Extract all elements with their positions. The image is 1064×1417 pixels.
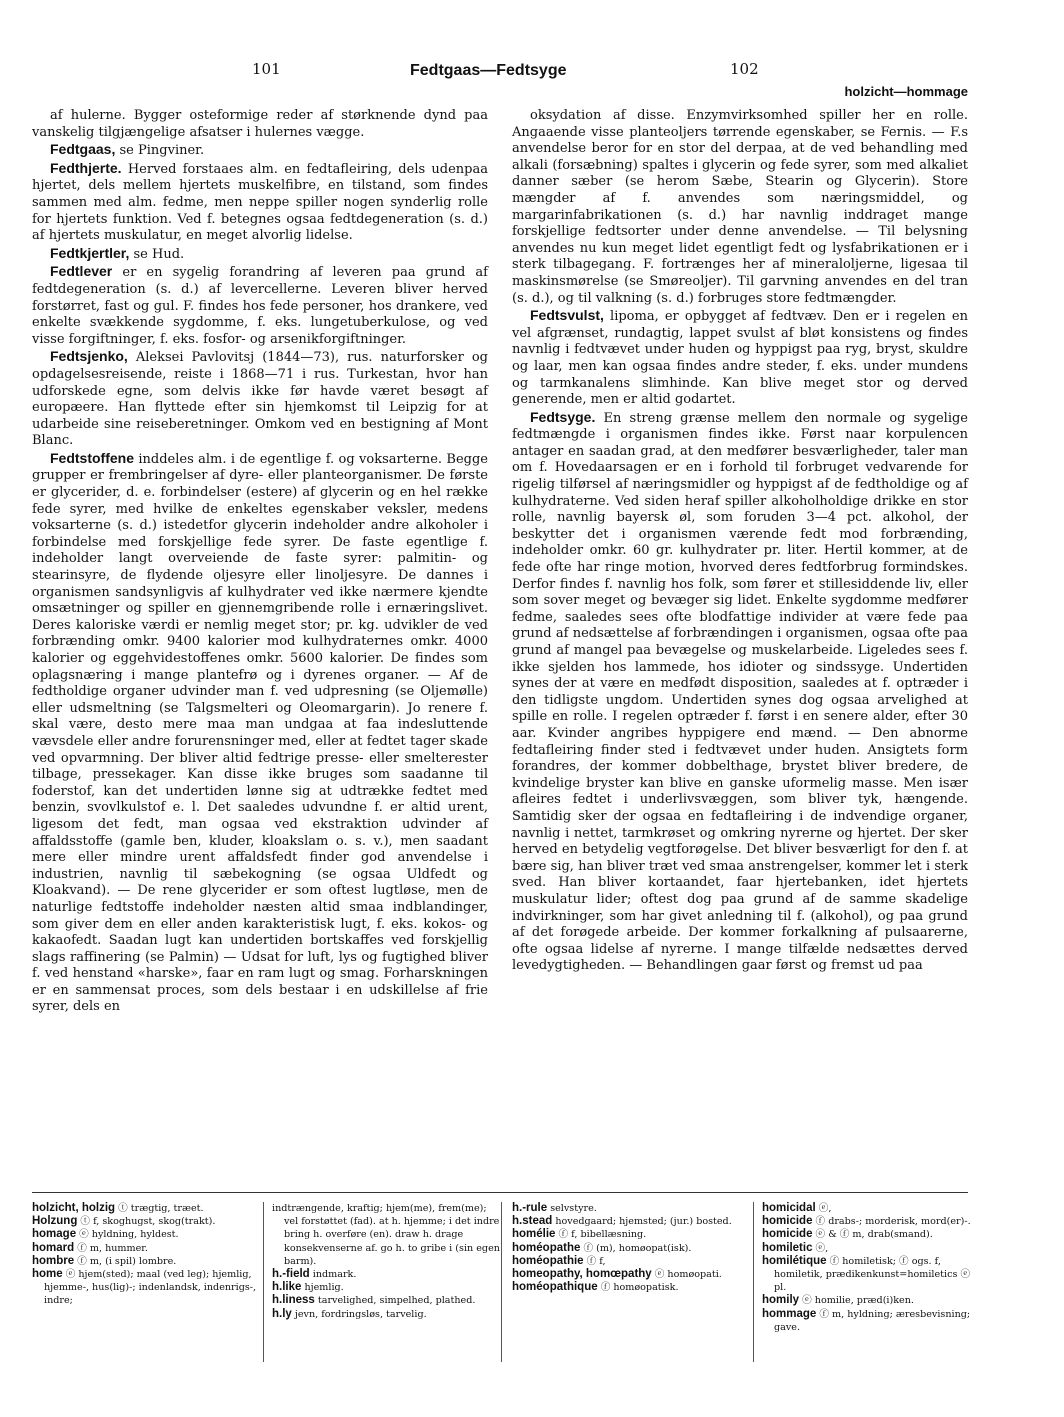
headword: h.liness [272,1294,315,1307]
entry-text: Aleksei Pavlovitsj (1844—73), rus. naturforsker og opdagelsesreisende, reiste i 1868—71 i rus. Turkestan, hvor han udforskede egne, som delvis ikke før havde været besøgt af europæere. Han flyttede efter sin hjemkomst til Leipzig for at udarbeide sine reiseberetninger. Omkom ved en bestigning af Mont Blanc. [32,350,489,449]
entry-text: se Hud. [133,246,185,262]
entry-text: af hulerne. Bygger osteformige reder af størknende dynd paa vanskelig tilgjængelige afsatser i hulernes vægge. [32,108,488,140]
glossary-entry [272,1268,500,1281]
headword: homilétique [762,1254,827,1267]
headword: homélie [512,1228,556,1241]
glossary-entry [272,1308,500,1321]
headword: homicidal [762,1202,816,1214]
headword: hommage [762,1307,817,1320]
entry-text: ⓕ m, (i spil) lombre. [77,1255,177,1267]
dictionary-entry [512,108,968,307]
headword: Fedtstoffene [50,449,134,466]
entry-text: ⓕ homiletisk; ⓕ ogs. f, homiletik, prædikenkunst=homiletics ⓔ pl. [774,1255,971,1294]
glossary-entry [32,1215,260,1228]
footnote-column [272,1202,500,1321]
glossary-entry [32,1242,260,1255]
entry-text: oksydation af disse. Enzymvirksomhed spiller her en rolle. Angaaende visse planteoljers tørrende egenskaber, se Fernis. — F.s anvendelse beror for en stor del derpaa, at de ved behandling med alkali (forsæbning) spaltes i glycerin og fede syrer, som med alkaliet danner sæber (se herom Sæbe, Stearin og Glycerin). Store mængder af f. anvendes som næringsmiddel, og margarinfabrikationen (s. d.) har navnlig inddraget mange forskjellige fedtsorter under denne anvendelse. — Til belysning anvendes nu kun meget lidet egentligt fedt og lysfabrikationen er i sterk tilbagegang. F. fortrænges her af mineraloljerne, ligesaa til maskinsmørelse (se Smøreoljer). Til garvning anvendes en del tran (s. d.), og til valkning (s. d.) forbruges store fedtmængder. [512,108,968,306]
entry-text: Herved forstaaes alm. en fedtafleiring, dels udenpaa hjertet, dels mellem hjertets muskelfibre, en tilstand, som findes sammen med alm. fedme, men neppe spiller nogen synderlig rolle for hjertets funktion. Ved f. betegnes ogsaa fedtdegeneration (s. d.) af hjertets muskulatur, en meget alvorlig lidelse. [32,161,488,244]
headword: homéopathie [512,1254,584,1267]
entry-text: ⓔ & ⓕ m, drab(smand). [815,1229,933,1241]
glossary-entry [762,1294,974,1307]
footnote-column [762,1202,974,1334]
entry-text: indmark. [312,1269,357,1281]
dictionary-entry [32,108,488,141]
dictionary-entry [32,348,488,450]
glossary-entry [762,1215,974,1228]
dictionary-entry [512,307,968,409]
glossary-entry [512,1268,740,1281]
headword: Fedtkjertler, [50,244,130,261]
headword: homicide [762,1228,813,1241]
entry-text: er en sygelig forandring af leveren paa grund af fedtdegeneration (s. d.) af levercellerne. Leveren bliver herved forstørret, fast og gul. F. findes hos fede personer, hos drankere, ved enkelte svækkende sygdomme, f. eks. lungetuberkulose, og ved visse forgiftninger, f. eks. fosfor- og arsenikforgiftninger. [32,265,488,347]
headword: Fedtgaas, [50,141,116,158]
glossary-entry [762,1308,974,1334]
dictionary-entry [32,141,488,160]
glossary-entry [272,1202,500,1268]
entry-text: ⓕ f, [586,1255,606,1267]
entry-text: ⓔ homilie, præd(i)ken. [802,1295,914,1307]
entry-text: selvstyre. [550,1203,597,1214]
headword: home [32,1268,63,1281]
footnote-column-divider [263,1202,264,1362]
glossary-entry [512,1215,740,1228]
entry-text: ⓣ f, skoghugst, skog(trakt). [80,1216,216,1228]
glossary-entry [762,1242,974,1255]
entry-text: ⓔ hyldning, hyldest. [79,1229,179,1241]
entry-text: ⓔ, [818,1203,832,1214]
left-column [32,108,488,1016]
glossary-entry [512,1202,740,1215]
headword: Fedtsjenko, [50,348,128,365]
footnote-column [512,1202,740,1294]
headword: h.stead [512,1215,553,1228]
entry-text: ⓕ f, bibellæsning. [558,1229,647,1241]
entry-text: tarvelighed, simpelhed, plathed. [317,1295,476,1307]
entry-text: ⓕ drabs-; morderisk, mord(er)-. [815,1216,971,1228]
page-number-right: 102 [730,60,759,78]
dictionary-entry [32,245,488,264]
glossary-entry [512,1228,740,1241]
glossary-entry [512,1242,740,1255]
glossary-entry [512,1281,740,1294]
glossary-entry [762,1228,974,1241]
entry-text: ⓔ, [815,1242,829,1254]
headword: homily [762,1294,800,1307]
footnote-divider [32,1192,968,1193]
footnote-column [32,1202,260,1308]
entry-text: jevn, fordringsløs, tarvelig. [294,1308,427,1320]
headword: homard [32,1241,75,1254]
footnote-range-title: holzicht—hommage [844,84,968,99]
glossary-entry [32,1268,260,1308]
entry-text: lipoma, er opbygget af fedtvæv. Den er i regelen en vel afgrænset, rundagtig, lappet svulst af bløt konsistens og findes navnlig i fedtvævet under huden og hyppigst paa ryg, bryst, skuldre og laar, men kan ogsaa findes andre steder, f. eks. under mundens og tarmkanalens slimhinde. Kan blive meget stor og derved generende, men er altid godartet. [512,309,968,408]
dictionary-entry [32,160,488,245]
glossary-entry [32,1255,260,1268]
entry-text: ⓕ m, hummer. [77,1242,148,1254]
entry-text: ⓣ trægtig, træet. [118,1203,204,1214]
headword: homicide [762,1215,813,1228]
headword: Fedtsvulst, [530,307,604,324]
footnote-column-divider [501,1202,502,1362]
headword: homéopathe [512,1241,581,1254]
entry-text: ⓕ (m), homøopat(isk). [583,1242,692,1254]
dictionary-entry [32,450,488,1016]
entry-text: hjemlig. [304,1282,344,1294]
entry-text: ⓔ hjem(sted); maal (ved leg); hjemlig, hjemme-, hus(lig)-; indenlandsk, indenrigs-, indre; [44,1269,257,1307]
entry-text: indtrængende, kraftig; hjem(me), frem(me); vel forstøttet (fad). at h. hjemme; i det indre bring h. overføre (en). draw h. drage konsekvenserne af. go h. to gribe i (sin egen barm). [272,1203,500,1267]
headword: hombre [32,1254,75,1267]
headword: homéopathique [512,1281,598,1294]
glossary-entry [272,1294,500,1307]
glossary-entry [762,1202,974,1215]
headword: h.like [272,1281,302,1294]
headword: h.-rule [512,1202,548,1214]
glossary-entry [32,1228,260,1241]
headword: homage [32,1228,77,1241]
entry-text: ⓕ homøopatisk. [600,1282,679,1294]
headword: homiletic [762,1241,813,1254]
entry-text: ⓔ homøopati. [654,1269,722,1281]
footnote-column-divider [753,1202,754,1362]
headword: Fedthjerte. [50,159,122,176]
glossary-entry [762,1255,974,1295]
dictionary-entry [32,263,488,348]
entry-text: ⓕ m, hyldning; æresbevisning; gave. [774,1308,971,1333]
right-column [512,108,968,975]
headword: h.-field [272,1268,310,1281]
glossary-entry [512,1255,740,1268]
headword: h.ly [272,1307,292,1320]
entry-text: se Pingviner. [119,143,205,159]
entry-text: hovedgaard; hjemsted; (jur.) bosted. [555,1216,732,1228]
glossary-entry [272,1281,500,1294]
page-number-left: 101 [252,60,281,78]
headword: holzicht, holzig [32,1202,116,1214]
glossary-entry [32,1202,260,1215]
headword: Holzung [32,1215,78,1228]
headword: Fedtsyge. [530,408,596,425]
headword: Fedtlever [50,263,113,280]
headword: homeopathy, homœpathy [512,1268,652,1281]
running-title: Fedtgaas—Fedtsyge [410,62,567,79]
entry-text: inddeles alm. i de egentlige f. og voksarterne. Begge grupper er frembringelser af dyre- eller planteorganismer. De første er glycerider, d. e. forbindelser (estere) af glycerin og en hel række fede syrer, med hvilke de enkeltes egenskaber veksler, medens voksarterne (s. d.) istedetfor glycerin indeholder andre alkoholer i forbindelse med forskjellige fede syrer. De faste egentlige f. indeholder langt overveiende de faste syrer: palmitin- og stearinsyre, de flydende oljesyre eller linoljesyre. De dannes i organismen sandsynligvis af kulhydrater ved ikke nærmere kjendte omsætninger og spiller en gjennemgribende rolle i ernæringslivet. Deres kaloriske værdi er nemlig meget stor; pr. kg. udvikler de ved forbrænding omkr. 9400 kalorier mod kulhydraternes omkr. 4000 kalorier og eggehvidestoffenes omkr. 5600 kalorier. De findes som oplagsnæring i mange plantefrø og i dyrenes organer. — Af de fedtholdige organer udvinder man f. ved udpresning (se Oljemølle) eller udsmeltning (se Talgsmelteri og Oleomargarin). Jo renere f. skal være, desto mere maa man undgaa at faa indesluttende vævsdele eller andre forurensninger med, eller at fedtet tager skade ved opvarmning. Der bliver altid fedtrige presse- eller smelterester tilbage, pressekager. Kan disse ikke bruges som saadanne til foderstof, kan det undertiden lønne sig at udtrække fedtet med benzin, svovlkulstof e. l. Det saaledes udvundne f. er altid urent, ligesom det fedt, man ogsaa ved ekstraktion udvinder af affaldsstoffe (gamle ben, kluder, kloakslam o. s. v.), men saadant mere eller mindre urent affaldsfedt finder god anvendelse i industrien, navnlig til sæbekogning (se ogsaa Uldfedt og Kloakvand). — De rene glycerider er som oftest lugtløse, men de naturlige fedtstoffe indeholder næsten altid smaa indblandinger, som giver dem en eller anden karakteristisk lugt, f. eks. kokos- og kakaofedt. Saadan lugt kan undertiden bortskaffes ved forskjellig slags raffinering (se Palmin) — Udsat for luft, lys og fugtighed bliver f. ved henstand «harske», faar en ram lugt og smag. Forharskningen er en sammensat proces, som dels bestaar i en udskillelse af frie syrer, dels en [32,451,488,1015]
entry-text: En streng grænse mellem den normale og sygelige fedtmængde i organismen findes ikke. Først naar korpulencen antager en saadan grad, at den medfører besværligheder, taler man om f. Hovedaarsagen er en i forhold til forbruget vedvarende for rigelig tilførsel af næringsmidler og hyppigst af de fedtholdige og af kulhydraterne. Ved siden heraf spiller alkoholholdige drikke en stor rolle, navnlig bayersk øl, som foruden 3—4 pct. alkohol, der beskytter det i organismen værende fedt mod forbrænding, indeholder omkr. 60 gr. kulhydrater pr. liter. Hertil kommer, at de fede ofte har ringe motion, hvorved deres fedtforbrug formindskes. Derfor findes f. navnlig hos folk, som fører et stillesiddende liv, eller som sover meget og bevæger sig lidet. Enkelte sygdomme medfører fedme, saaledes sees ofte blodfattige individer at være fede paa grund af nedsættelse af forbrændingen i organismen, ogsaa ofte paa grund af mangel paa bevægelse og muskelarbeide. Ligeledes sees f. ikke sjelden hos lammede, hos idioter og sindssyge. Undertiden synes der at være en medfødt disposition, saaledes at f. optræder i den tidligste ungdom. Undertiden synes dog ogsaa arvelighed at spille en rolle. I regelen optræder f. først i en senere alder, efter 30 aar. Kvinder angribes hyppigere end mænd. — Den abnorme fedtafleiring finder sted i fedtvævet under huden. Ansigtets form forandres, der kommer dobbelthage, brystet bliver bredere, de kvindelige bryster kan blive en ganske uformelig masse. Men især afleires fedtet i underlivsvæggen, som bliver tyk, hængende. Samtidig sker der ogsaa en fedtafleiring i de indvendige organer, navnlig i nettet, tarmkrøset og omkring nyrerne og hjertet. Der sker herved en betydelig vegtforøgelse. Det bliver besværligt for den f. at bære sig, han bliver træt ved smaa anstrengelser, kommer let i sterk sved. Han bliver kortaandet, faar hjertebanken, idet hjertets muskulatur lider; oftest dog paa grund af de samme skadelige indvirkninger, som har givet anledning til f. (alkohol), og paa grund af det forøgede arbeide. Der kommer forkalkning af pulsaarerne, ofte ogsaa lidelse af nyrerne. I mange tilfælde nedsættes derved levedygtigheden. — Behandlingen gaar først og fremst ud paa [512,410,968,974]
dictionary-entry [512,409,968,975]
